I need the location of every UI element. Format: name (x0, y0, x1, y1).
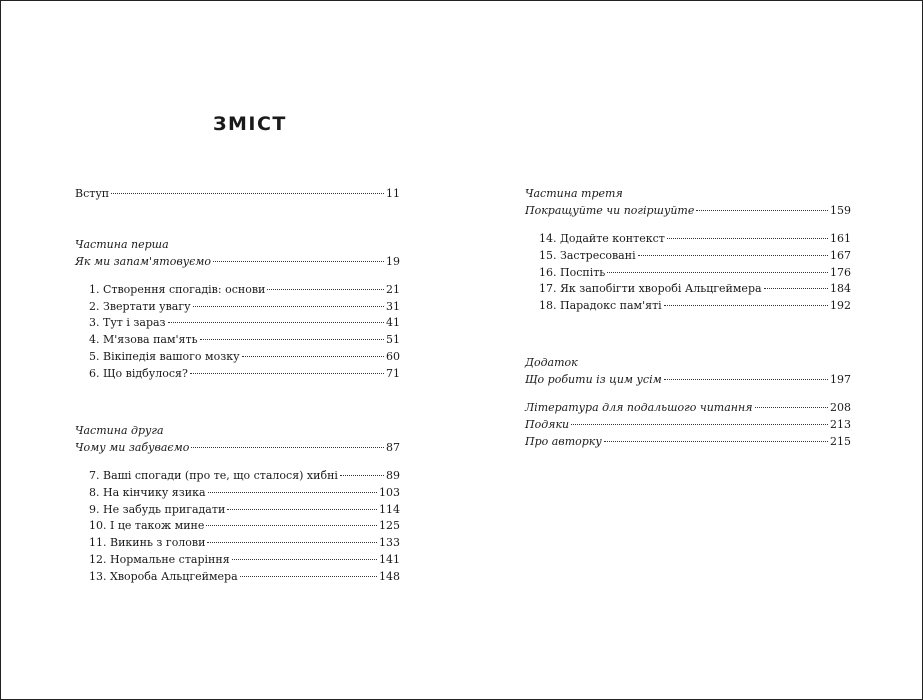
toc-chapter-row (525, 298, 851, 315)
dot-leader (638, 255, 828, 256)
part-heading: Частина перша (75, 237, 169, 251)
toc-chapter-row (525, 281, 851, 298)
chapter-label: 17. Як запобігти хворобі Альцгеймера (539, 282, 762, 296)
chapter-page: 41 (386, 316, 400, 330)
toc-left-column (75, 186, 400, 586)
chapter-page: 161 (830, 231, 851, 245)
part-title-row (525, 203, 851, 220)
chapter-page: 60 (386, 350, 400, 364)
chapter-page: 103 (379, 485, 400, 499)
chapter-page: 71 (386, 367, 400, 381)
toc-entry-intro (75, 186, 400, 203)
part-title-row (75, 440, 400, 457)
dot-leader (208, 492, 377, 493)
chapter-page: 89 (386, 468, 400, 482)
part-heading: Частина третя (525, 187, 623, 200)
chapter-label: 9. Не забудь пригадати (89, 502, 226, 516)
chapter-page: 21 (386, 282, 400, 296)
appendix-title: Що робити із цим усім (525, 373, 662, 387)
appendix-heading: Додаток (525, 356, 578, 370)
dot-leader (200, 339, 384, 340)
extra-page: 215 (830, 434, 851, 448)
part-title: Чому ми забуваємо (75, 440, 190, 454)
chapter-label: 8. На кінчику язика (89, 485, 206, 499)
toc-extra-row (525, 400, 851, 417)
dot-leader (207, 542, 377, 543)
dot-leader (607, 272, 828, 273)
extra-page: 213 (830, 417, 851, 431)
dot-leader (696, 210, 828, 211)
chapter-label: 3. Тут і зараз (89, 316, 166, 330)
dot-leader (190, 373, 384, 374)
dot-leader (755, 407, 828, 408)
dot-leader (213, 261, 384, 262)
chapter-label: 16. Поспіть (539, 265, 606, 279)
toc-right-column (525, 186, 851, 451)
chapter-page: 167 (830, 248, 851, 262)
chapter-page: 184 (830, 282, 851, 296)
dot-leader (232, 559, 377, 560)
extra-label: Література для подальшого читання (525, 401, 753, 415)
toc-chapter-row (75, 366, 400, 383)
toc-entry-label: Вступ (75, 187, 110, 200)
toc-chapter-row (75, 518, 400, 535)
chapter-label: 13. Хвороба Альцгеймера (89, 570, 238, 584)
dot-leader (604, 441, 828, 442)
dot-leader (764, 288, 828, 289)
chapter-page: 114 (379, 502, 400, 516)
dot-leader (227, 509, 377, 510)
chapter-label: 5. Вікіпедія вашого мозку (89, 350, 240, 364)
chapter-page: 192 (830, 299, 851, 313)
appendix-title-row (525, 372, 851, 389)
part-page: 159 (830, 203, 851, 217)
toc-entry-page: 11 (386, 187, 400, 200)
chapter-label: 14. Додайте контекст (539, 231, 665, 245)
chapter-label: 10. І це також мине (89, 519, 205, 533)
dot-leader (267, 289, 384, 290)
chapter-page: 51 (386, 333, 400, 347)
part-title: Як ми запам'ятовуємо (75, 254, 212, 268)
dot-leader (667, 238, 828, 239)
toc-chapter-row (75, 315, 400, 332)
dot-leader (193, 306, 384, 307)
chapter-label: 4. М'язова пам'ять (89, 333, 198, 347)
chapter-label: 6. Що відбулося? (89, 367, 188, 381)
toc-chapter-row (75, 485, 400, 502)
extra-label: Подяки (525, 417, 570, 431)
dot-leader (111, 193, 384, 194)
toc-chapter-row (75, 299, 400, 316)
dot-leader (571, 424, 828, 425)
dot-leader (664, 305, 828, 306)
toc-chapter-row (75, 282, 400, 299)
part-heading: Частина друга (75, 424, 164, 438)
dot-leader (191, 447, 384, 448)
dot-leader (242, 356, 384, 357)
toc-extra-row (525, 417, 851, 434)
toc-chapter-row (75, 569, 400, 586)
dot-leader (240, 576, 377, 577)
chapter-page: 31 (386, 299, 400, 313)
toc-chapter-row (75, 552, 400, 569)
toc-chapter-row (525, 231, 851, 248)
part-title: Покращуйте чи погіршуйте (525, 203, 695, 217)
chapter-page: 133 (379, 536, 400, 550)
part-page: 19 (386, 254, 400, 268)
part-page: 87 (386, 440, 400, 454)
chapter-page: 176 (830, 265, 851, 279)
dot-leader (664, 379, 828, 380)
toc-chapter-row (75, 332, 400, 349)
chapter-label: 7. Ваші спогади (про те, що сталося) хибні (89, 468, 338, 482)
chapter-label: 15. Застресовані (539, 248, 636, 262)
dot-leader (168, 322, 384, 323)
dot-leader (340, 475, 384, 476)
toc-chapter-row (75, 349, 400, 366)
toc-chapter-row (75, 502, 400, 519)
toc-extra-row (525, 434, 851, 451)
extra-page: 208 (830, 401, 851, 415)
chapter-label: 11. Викинь з голови (89, 536, 206, 550)
page-title: ЗМІСТ (213, 113, 287, 135)
chapter-label: 12. Нормальне старіння (89, 553, 230, 567)
chapter-page: 125 (379, 519, 400, 533)
chapter-page: 148 (379, 570, 400, 584)
extra-label: Про авторку (525, 434, 602, 448)
dot-leader (206, 525, 377, 526)
part-title-row (75, 254, 400, 271)
toc-chapter-row (75, 468, 400, 485)
chapter-label: 2. Звертати увагу (89, 299, 191, 313)
chapter-label: 18. Парадокс пам'яті (539, 299, 662, 313)
appendix-page: 197 (830, 373, 851, 387)
toc-chapter-row (525, 248, 851, 265)
chapter-page: 141 (379, 553, 400, 567)
toc-chapter-row (525, 265, 851, 282)
chapter-label: 1. Створення спогадів: основи (89, 282, 266, 296)
toc-chapter-row (75, 535, 400, 552)
